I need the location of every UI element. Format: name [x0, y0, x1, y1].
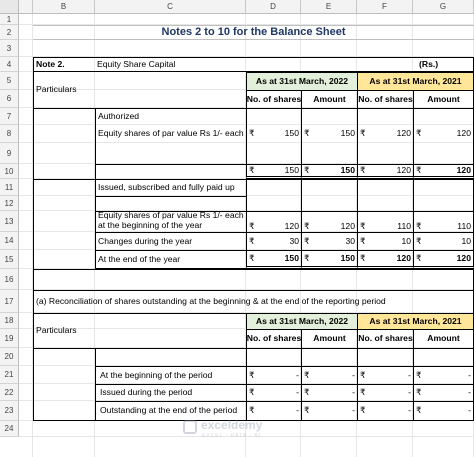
currency-symbol: ₹ [249, 128, 255, 139]
subhead-shares[interactable]: No. of shares [357, 90, 413, 108]
amount-value: - [296, 405, 299, 416]
value-cell[interactable] [357, 164, 413, 179]
row-header-18[interactable]: 18 [0, 313, 19, 329]
amount-value: 10 [461, 235, 471, 246]
row-header-6[interactable]: 6 [0, 90, 19, 108]
empty-cell[interactable] [246, 108, 301, 125]
amount-value: - [296, 387, 299, 398]
amount-value: - [352, 369, 355, 380]
value-cell[interactable] [357, 401, 413, 421]
currency-symbol: ₹ [416, 164, 422, 175]
amount-value: - [352, 387, 355, 398]
currency-symbol: ₹ [360, 252, 366, 263]
currency-symbol: ₹ [304, 252, 310, 263]
value-cell[interactable] [357, 250, 413, 269]
currency-symbol: ₹ [360, 405, 366, 416]
value-cell[interactable] [357, 366, 413, 384]
note-name[interactable]: Equity Share Capital [95, 57, 413, 72]
currency-symbol: ₹ [304, 128, 310, 139]
empty-cell[interactable] [246, 143, 301, 164]
value-cell[interactable] [413, 211, 474, 232]
value-cell[interactable] [246, 366, 301, 384]
currency-symbol: ₹ [304, 387, 310, 398]
year-2022-header[interactable]: As at 31st March, 2022 [246, 72, 357, 90]
row-header-21[interactable]: 21 [0, 366, 19, 384]
amount-value: 120 [284, 221, 299, 232]
value-cell[interactable] [246, 384, 301, 401]
amount-value: - [468, 387, 471, 398]
amount-value: - [408, 369, 411, 380]
row-header-9[interactable]: 9 [0, 143, 19, 164]
currency-symbol: ₹ [360, 164, 366, 175]
value-cell[interactable] [301, 125, 357, 143]
amount-value: - [408, 387, 411, 398]
value-cell[interactable] [301, 164, 357, 179]
value-cell[interactable] [246, 125, 301, 143]
currency-symbol: ₹ [304, 164, 310, 175]
row-header-8[interactable]: 8 [0, 125, 19, 143]
value-cell[interactable] [413, 250, 474, 269]
value-cell[interactable] [301, 232, 357, 250]
reconciliation-label[interactable]: Issued during the period [95, 384, 246, 401]
authorized-heading[interactable]: Authorized [95, 108, 246, 125]
value-cell[interactable] [413, 232, 474, 250]
amount-value: 120 [396, 252, 411, 263]
row-header-16[interactable]: 16 [0, 269, 19, 290]
amount-value: 120 [456, 128, 471, 139]
amount-value: 120 [396, 128, 411, 139]
empty-cell[interactable] [301, 143, 357, 164]
empty-cell[interactable] [246, 348, 301, 366]
amount-value: 150 [284, 128, 299, 139]
currency-symbol: ₹ [249, 387, 255, 398]
value-cell[interactable] [301, 401, 357, 421]
currency-symbol: ₹ [416, 235, 422, 246]
issued-changes-label[interactable]: Changes during the year [95, 232, 246, 250]
amount-value: - [408, 405, 411, 416]
currency-symbol: ₹ [416, 128, 422, 139]
currency-symbol: ₹ [304, 235, 310, 246]
amount-value: 110 [397, 221, 411, 232]
value-cell[interactable] [357, 232, 413, 250]
currency-symbol: ₹ [249, 405, 255, 416]
gridline [19, 436, 474, 437]
column-header-c[interactable]: C [95, 0, 246, 14]
subhead-shares[interactable]: No. of shares [246, 90, 301, 108]
amount-value: 150 [284, 252, 299, 263]
value-cell[interactable] [357, 125, 413, 143]
value-cell[interactable] [246, 164, 301, 179]
value-cell[interactable] [246, 401, 301, 421]
amount-value: 30 [345, 235, 355, 246]
empty-cell[interactable] [95, 196, 246, 211]
currency-symbol: ₹ [416, 369, 422, 380]
empty-cell[interactable] [357, 179, 413, 211]
amount-value: 150 [284, 164, 299, 175]
amount-value: 120 [456, 252, 471, 263]
note-unit[interactable]: (Rs.) [413, 57, 474, 72]
column-header-g[interactable]: G [413, 0, 474, 14]
amount-value: 30 [289, 235, 299, 246]
issued-beginning-label[interactable]: Equity shares of par value Rs 1/- each at the beginning of the year [95, 211, 246, 232]
blank-row[interactable] [33, 269, 474, 290]
empty-cell[interactable] [413, 348, 474, 366]
row-header-17[interactable]: 17 [0, 290, 19, 313]
value-cell[interactable] [301, 366, 357, 384]
issued-end-label[interactable]: At the end of the year [95, 250, 246, 269]
value-cell[interactable] [357, 211, 413, 232]
value-cell[interactable] [413, 384, 474, 401]
value-cell[interactable] [301, 384, 357, 401]
note-label[interactable]: Note 2. [33, 57, 95, 72]
issued-heading[interactable]: Issued, subscribed and fully paid up [95, 179, 246, 196]
empty-cell[interactable] [413, 143, 474, 164]
value-cell[interactable] [246, 232, 301, 250]
column-header-b[interactable]: B [33, 0, 95, 14]
subhead-amount[interactable]: Amount [301, 329, 357, 348]
reconciliation-label[interactable]: Outstanding at the end of the period [95, 401, 246, 421]
column-header-e[interactable]: E [301, 0, 357, 14]
value-cell[interactable] [413, 125, 474, 143]
empty-cell[interactable] [357, 348, 413, 366]
row-header-14[interactable]: 14 [0, 232, 19, 250]
currency-symbol: ₹ [360, 221, 366, 232]
row-header-20[interactable]: 20 [0, 348, 19, 366]
row-header-22[interactable]: 22 [0, 384, 19, 401]
currency-symbol: ₹ [416, 252, 422, 263]
amount-value: 150 [340, 252, 355, 263]
subhead-shares[interactable]: No. of shares [246, 329, 301, 348]
amount-value: 150 [340, 164, 355, 175]
particulars-label-2[interactable]: Particulars [33, 313, 246, 348]
amount-value: - [296, 369, 299, 380]
value-cell[interactable] [413, 164, 474, 179]
row-header-19[interactable]: 19 [0, 329, 19, 348]
currency-symbol: ₹ [360, 235, 366, 246]
amount-value: - [468, 405, 471, 416]
year-2022-header-2[interactable]: As at 31st March, 2022 [246, 313, 357, 329]
amount-value: 110 [457, 221, 471, 232]
row-header-23[interactable]: 23 [0, 401, 19, 421]
currency-symbol: ₹ [249, 221, 255, 232]
subhead-amount[interactable]: Amount [413, 90, 474, 108]
value-cell[interactable] [301, 250, 357, 269]
empty-cell[interactable] [301, 179, 357, 211]
amount-value: - [352, 405, 355, 416]
row-header-2[interactable]: 2 [0, 25, 19, 40]
row-header-10[interactable]: 10 [0, 164, 19, 179]
value-cell[interactable] [246, 250, 301, 269]
subhead-amount[interactable]: Amount [301, 90, 357, 108]
row-header-3[interactable]: 3 [0, 40, 19, 57]
row-header-4[interactable]: 4 [0, 57, 19, 72]
subhead-shares[interactable]: No. of shares [357, 329, 413, 348]
subhead-amount[interactable]: Amount [413, 329, 474, 348]
row-header-11[interactable]: 11 [0, 179, 19, 196]
value-cell[interactable] [246, 211, 301, 232]
empty-cell[interactable] [301, 348, 357, 366]
currency-symbol: ₹ [360, 387, 366, 398]
column-header-f[interactable]: F [357, 0, 413, 14]
row-header-24[interactable]: 24 [0, 421, 19, 437]
currency-symbol: ₹ [360, 369, 366, 380]
blank-cell[interactable] [33, 108, 95, 179]
exceldemy-logo-icon [183, 420, 197, 434]
sheet-title[interactable]: Notes 2 to 10 for the Balance Sheet [33, 25, 474, 40]
amount-value: 120 [456, 164, 471, 175]
blank-cell[interactable] [33, 179, 95, 269]
empty-cell[interactable] [413, 108, 474, 125]
select-all-corner[interactable] [0, 0, 19, 14]
value-cell[interactable] [413, 401, 474, 421]
row-header-15[interactable]: 15 [0, 250, 19, 269]
currency-symbol: ₹ [249, 252, 255, 263]
particulars-label[interactable]: Particulars [33, 72, 246, 108]
currency-symbol: ₹ [304, 405, 310, 416]
currency-symbol: ₹ [416, 405, 422, 416]
amount-value: - [468, 369, 471, 380]
currency-symbol: ₹ [416, 387, 422, 398]
row-header-5[interactable]: 5 [0, 72, 19, 90]
row-header-1[interactable]: 1 [0, 14, 19, 25]
empty-cell[interactable] [357, 108, 413, 125]
amount-value: 120 [340, 221, 355, 232]
amount-value: 10 [401, 235, 411, 246]
currency-symbol: ₹ [304, 221, 310, 232]
column-header-d[interactable]: D [246, 0, 301, 14]
currency-symbol: ₹ [304, 369, 310, 380]
value-cell[interactable] [413, 366, 474, 384]
reconciliation-label[interactable]: At the beginning of the period [95, 366, 246, 384]
column-header-a[interactable] [19, 0, 33, 14]
empty-cell[interactable] [357, 143, 413, 164]
year-2021-header[interactable]: As at 31st March, 2021 [357, 72, 474, 90]
empty-cell[interactable] [95, 164, 246, 179]
currency-symbol: ₹ [249, 235, 255, 246]
row-header-13[interactable]: 13 [0, 211, 19, 232]
empty-cell[interactable] [95, 348, 246, 366]
amount-value: 120 [396, 164, 411, 175]
year-2021-header-2[interactable]: As at 31st March, 2021 [357, 313, 474, 329]
reconciliation-heading[interactable]: (a) Reconciliation of shares outstanding at the beginning & at the end of the reporting period [33, 290, 474, 313]
amount-value: 150 [340, 128, 355, 139]
empty-cell[interactable] [95, 143, 246, 164]
empty-cell[interactable] [413, 179, 474, 211]
currency-symbol: ₹ [249, 164, 255, 175]
authorized-desc[interactable]: Equity shares of par value Rs 1/- each [95, 125, 246, 143]
blank-cell[interactable] [33, 348, 95, 421]
watermark-name: exceldemy [201, 418, 263, 432]
empty-cell[interactable] [301, 108, 357, 125]
currency-symbol: ₹ [360, 128, 366, 139]
value-cell[interactable] [357, 384, 413, 401]
watermark-tagline: EXCEL · DATA · BI [202, 433, 262, 439]
value-cell[interactable] [301, 211, 357, 232]
row-header-12[interactable]: 12 [0, 196, 19, 211]
row-header-7[interactable]: 7 [0, 108, 19, 125]
currency-symbol: ₹ [249, 369, 255, 380]
currency-symbol: ₹ [416, 221, 422, 232]
empty-cell[interactable] [246, 179, 301, 211]
